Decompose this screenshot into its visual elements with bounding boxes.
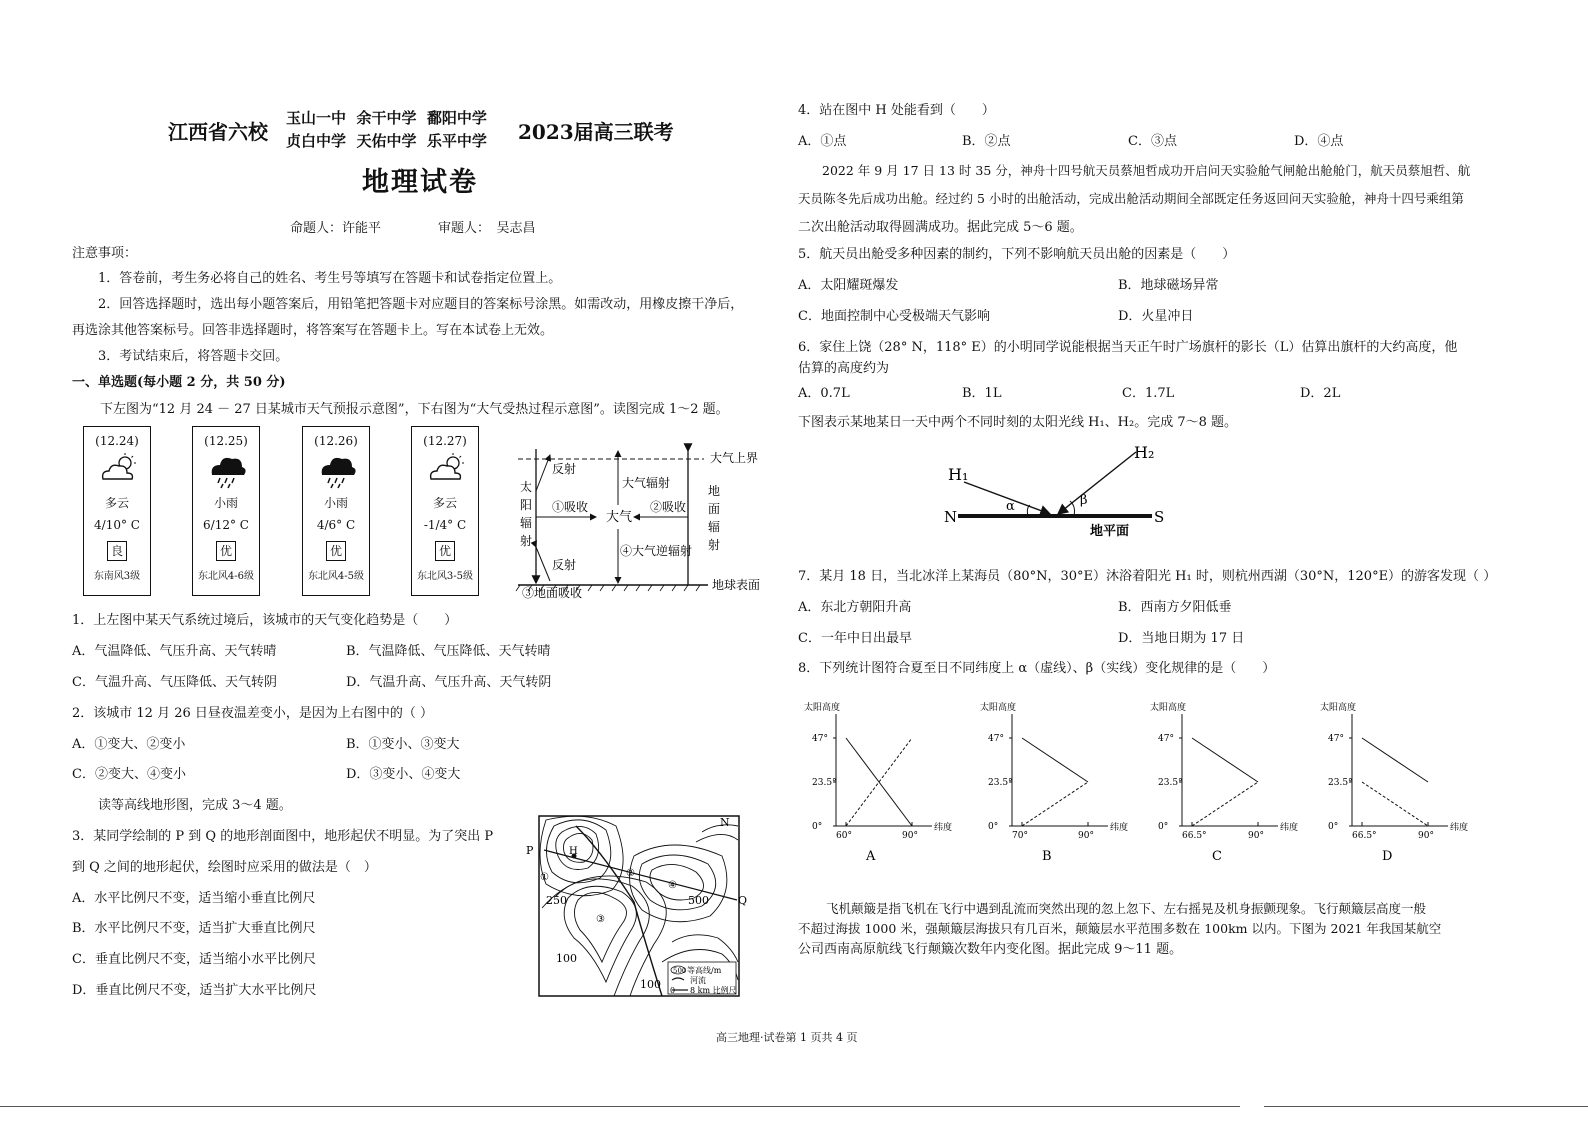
partly-cloudy-icon: [99, 451, 139, 485]
legend-contour: 等高线/m: [687, 966, 722, 975]
series-line-alpha: [1022, 782, 1088, 826]
y-tick-label: 47°: [1328, 734, 1344, 744]
page-footer: 高三地理·试卷第 1 页共 4 页: [716, 1031, 858, 1044]
back-radiation-label: ④大气逆辐射: [620, 544, 693, 558]
contour-map: [522, 812, 748, 998]
q6-option-a[interactable]: A．0.7L: [798, 386, 850, 401]
section-intro: 下左图为“12 月 24 － 27 日某城市天气预报示意图”，下右图为“大气受热过程示意图”。读图完成 1～2 题。: [100, 402, 729, 417]
series-line-alpha: [1362, 782, 1428, 826]
q4-option-b[interactable]: B．②点: [962, 134, 1011, 149]
x-tick-label: 66.5°: [1182, 831, 1207, 841]
forecast-date: (12.24): [95, 434, 139, 448]
forecast-weather: 多云: [104, 496, 129, 510]
y-axis-title: 太阳高度: [804, 703, 841, 713]
passage-5-6-line1: 2022 年 9 月 17 日 13 时 35 分，神舟十四号航天员蔡旭哲成功开启问天实验舱气闸舱出舱舱门，航天员蔡旭哲、航: [822, 163, 1471, 178]
forecast-wind: 东南风3级: [93, 571, 141, 582]
chart-title: A: [866, 849, 876, 864]
reflection-top-label: 反射: [552, 462, 577, 476]
sun-rays-diagram: [940, 438, 1170, 542]
forecast-date: (12.25): [204, 434, 248, 448]
y-tick-label: 0°: [1158, 822, 1169, 832]
y-tick-label: 23.5°: [1328, 778, 1353, 788]
top-boundary-label: 大气上界: [710, 451, 759, 465]
forecast-weather: 小雨: [213, 496, 238, 510]
q6-option-b[interactable]: B．1L: [962, 386, 1002, 401]
legend-river: 河流: [690, 976, 706, 985]
atmo-radiation-label: 大气辐射: [622, 476, 671, 490]
q7-stem: 7．某月 18 日，当北冰洋上某海员（80°N，30°E）沐浴着阳光 H₁ 时，则杭州西湖（30°N，120°E）的游客发现（ ）: [798, 569, 1497, 584]
point-4-label: ④: [668, 880, 677, 891]
q3-stem-b: 到 Q 之间的地形起伏，绘图时应采用的做法是（ ）: [72, 860, 377, 875]
q5-option-b[interactable]: B．地球磁场异常: [1118, 278, 1219, 293]
rain-cloud-icon: [208, 451, 248, 489]
chart-d: [1320, 701, 1468, 864]
q1-option-a[interactable]: A．气温降低、气压升高、天气转晴: [72, 644, 277, 659]
chart-title: C: [1212, 849, 1222, 864]
bottom-rule: [0, 1106, 1240, 1107]
ground-plane-label: 地平面: [1090, 524, 1130, 539]
point-3-label: ③: [596, 914, 605, 925]
q8-charts: [796, 692, 1486, 870]
point-2-label: ②: [626, 868, 635, 879]
passage-9-11-line2: 不超过海拔 1000 米，强颠簸层海拔只有几百米，颠簸层水平范围多数在 100km 以内。下图为 2021 年我国某航空: [798, 921, 1442, 936]
q2-option-a[interactable]: A．①变大、②变小: [72, 737, 186, 752]
legend-contour-num: 500: [673, 967, 687, 975]
q1-stem: 1．上左图中某天气系统过境后，该城市的天气变化趋势是（ ）: [72, 613, 458, 628]
y-tick-label: 23.5°: [812, 778, 837, 788]
q7-option-b[interactable]: B．西南方夕阳低垂: [1118, 600, 1232, 615]
q4-stem: 4．站在图中 H 处能看到（ ）: [798, 103, 995, 118]
legend-scale-zero: 0: [670, 986, 676, 995]
q3-option-c[interactable]: C．垂直比例尺不变，适当缩小水平比例尺: [72, 952, 316, 967]
q7-option-d[interactable]: D．当地日期为 17 日: [1118, 631, 1245, 646]
passage-5-6-line3: 二次出舱活动取得圆满成功。据此完成 5～6 题。: [798, 220, 1083, 235]
notice-item-3: 3．考试结束后，将答题卡交回。: [98, 349, 289, 364]
atmosphere-heating-diagram: [512, 443, 770, 605]
q3-option-a[interactable]: A．水平比例尺不变，适当缩小垂直比例尺: [72, 891, 316, 906]
forecast-temp: -1/4° C: [423, 518, 467, 532]
q5-option-c[interactable]: C．地面控制中心受极端天气影响: [798, 309, 990, 324]
x-tick-label: 60°: [836, 831, 852, 841]
x-tick-label: 90°: [1418, 831, 1434, 841]
absorb2-label: ②吸收: [650, 500, 687, 514]
solar-radiation-char: 射: [520, 534, 533, 548]
header-prefix: 江西省六校: [168, 120, 268, 144]
series-line-alpha: [1192, 782, 1258, 826]
forecast-temp: 4/10° C: [94, 518, 140, 532]
solar-radiation-char: 太: [520, 480, 533, 494]
q3-option-b[interactable]: B．水平比例尺不变，适当扩大垂直比例尺: [72, 921, 316, 936]
q6-stem-a: 6．家住上饶（28° N，118° E）的小明同学说能根据当天正午时广场旗杆的影长（L）估算出旗杆的大约高度，他: [798, 340, 1458, 355]
q6-option-c[interactable]: C．1.7L: [1122, 386, 1175, 401]
y-tick-label: 47°: [988, 734, 1004, 744]
forecast-wind: 东北风4-6级: [197, 571, 255, 582]
q1-option-d[interactable]: D．气温升高、气压升高、天气转阴: [346, 675, 552, 690]
air-quality-badge: 优: [326, 541, 346, 561]
atmosphere-center-label: 大气: [606, 510, 633, 525]
q2-stem: 2．该城市 12 月 26 日昼夜温差变小，是因为上右图中的（ ）: [72, 706, 434, 721]
legend-scale: 8 km 比例尺: [690, 986, 737, 995]
x-axis-title: 纬度: [1450, 823, 1469, 833]
x-axis-title: 纬度: [1110, 823, 1129, 833]
page-title: 地理试卷: [362, 167, 478, 198]
q3-stem-a: 3．某同学绘制的 P 到 Q 的地形剖面图中，地形起伏不明显。为了突出 P: [72, 829, 494, 844]
contour-100-label-2: 100: [640, 978, 661, 991]
ray-h2-label: H₂: [1134, 443, 1155, 462]
reflection-bottom-label: 反射: [552, 558, 577, 572]
forecast-date: (12.26): [314, 434, 358, 448]
ray-h1-label: H₁: [948, 465, 969, 484]
forecast-date: (12.27): [423, 434, 467, 448]
forecast-wind: 东北风4-5级: [307, 571, 365, 582]
bottom-boundary-label: 地球表面: [712, 578, 761, 592]
y-axis-title: 太阳高度: [980, 703, 1017, 713]
notice-item-2b: 再选涂其他答案标号。回答非选择题时，将答案写在答题卡上。写在本试卷上无效。: [72, 323, 554, 338]
x-tick-label: 70°: [1012, 831, 1028, 841]
passage-5-6-line2: 天员陈冬先后成功出舱。经过约 5 小时的出舱活动，完成出舱活动期间全部既定任务返回问天实验舱，神舟十四号乘组第: [798, 191, 1464, 206]
notice-item-2a: 2．回答选择题时，选出每小题答案后，用铅笔把答题卡对应题目的答案标号涂黑。如需改动，用橡皮擦干净后，: [98, 297, 744, 312]
header-schools-row2: 贞白中学 天佑中学 乐平中学: [286, 132, 487, 150]
q3-option-d[interactable]: D．垂直比例尺不变，适当扩大水平比例尺: [72, 983, 317, 998]
rain-cloud-icon: [318, 451, 358, 489]
bottom-rule: [1264, 1106, 1588, 1107]
north-label: N: [720, 816, 730, 829]
x-tick-label: 90°: [1248, 831, 1264, 841]
chart-title: B: [1042, 849, 1052, 864]
q8-stem: 8．下列统计图符合夏至日不同纬度上 α（虚线）、β（实线）变化规律的是（ ）: [798, 661, 1276, 676]
x-axis-title: 纬度: [1280, 823, 1299, 833]
series-line-beta: [1022, 738, 1088, 782]
notice-heading: 注意事项：: [72, 246, 138, 261]
q1-option-b[interactable]: B．气温降低、气压降低、天气转晴: [346, 644, 551, 659]
setter-label: 命题人：许能平: [290, 221, 382, 236]
notice-item-1: 1．答卷前，考生务必将自己的姓名、考生号等填写在答题卡和试卷指定位置上。: [98, 271, 562, 286]
ground-radiation-char: 面: [708, 502, 721, 516]
q5-option-a[interactable]: A．太阳耀斑爆发: [798, 278, 899, 293]
air-quality-badge: 优: [216, 541, 236, 561]
ground-radiation-char: 辐: [708, 520, 721, 534]
q4-option-c[interactable]: C．③点: [1128, 134, 1177, 149]
x-axis-title: 纬度: [934, 823, 953, 833]
header-suffix: 2023届高三联考: [518, 120, 674, 144]
q2-option-b[interactable]: B．①变小、③变大: [346, 737, 460, 752]
y-tick-label: 23.5°: [988, 778, 1013, 788]
forecast-temp: 6/12° C: [203, 518, 249, 532]
q4-option-a[interactable]: A．①点: [798, 134, 847, 149]
absorb1-label: ①吸收: [552, 500, 589, 514]
q5-option-d[interactable]: D．火星冲日: [1118, 309, 1194, 324]
contour-250-label: 250: [546, 894, 567, 907]
sun-intro: 下图表示某地某日一天中两个不同时刻的太阳光线 H₁、H₂。完成 7～8 题。: [798, 415, 1238, 430]
q5-stem: 5．航天员出舱受多种因素的制约，下列不影响航天员出舱的因素是（ ）: [798, 247, 1236, 262]
reviewer-label: 审题人： 吴志昌: [438, 221, 536, 236]
y-tick-label: 47°: [1158, 734, 1174, 744]
forecast-temp: 4/6° C: [316, 518, 356, 532]
series-line-beta: [1192, 738, 1258, 782]
header-schools-row1: 玉山一中 余干中学 鄱阳中学: [286, 109, 487, 127]
north-n-label: N: [944, 508, 958, 526]
chart-b: [980, 701, 1128, 864]
contour-100-label: 100: [556, 952, 577, 965]
south-s-label: S: [1154, 508, 1165, 526]
x-tick-label: 66.5°: [1352, 831, 1377, 841]
q2-option-c[interactable]: C．②变大、④变小: [72, 767, 186, 782]
ground-radiation-char: 地: [708, 484, 721, 498]
series-line-beta: [1362, 738, 1428, 782]
q7-option-c[interactable]: C．一年中日出最早: [798, 631, 912, 646]
chart-c: [1150, 701, 1298, 864]
contour-500-label: 500: [688, 894, 709, 907]
chart-a: [804, 701, 952, 864]
chart-title: D: [1382, 849, 1393, 864]
ground-radiation-char: 射: [708, 538, 721, 552]
forecast-wind: 东北风3-5级: [416, 571, 474, 582]
q2-option-d[interactable]: D．③变小、④变大: [346, 767, 461, 782]
forecast-card: [192, 426, 260, 596]
forecast-card: [411, 426, 479, 596]
forecast-weather: 多云: [432, 496, 457, 510]
point-h-label: H: [569, 846, 578, 857]
passage-9-11-line1: 飞机颠簸是指飞机在飞行中遇到乱流而突然出现的忽上忽下、左右摇晃及机身振颤现象。飞行颠簸层高度一般: [826, 901, 1427, 916]
air-quality-badge: 优: [435, 541, 455, 561]
angle-beta-label: β: [1080, 493, 1088, 508]
y-axis-title: 太阳高度: [1150, 703, 1187, 713]
y-tick-label: 0°: [1328, 822, 1339, 832]
y-tick-label: 23.5°: [1158, 778, 1183, 788]
point-q-label: Q: [738, 894, 748, 907]
forecast-card: [302, 426, 370, 596]
angle-alpha-label: α: [1006, 499, 1015, 514]
point-1-label: ①: [540, 872, 549, 883]
q7-option-a[interactable]: A．东北方朝阳升高: [798, 600, 912, 615]
x-tick-label: 90°: [1078, 831, 1094, 841]
ground-absorb-label: ③地面吸收: [522, 586, 583, 600]
forecast-card: [83, 426, 151, 596]
y-tick-label: 0°: [988, 822, 999, 832]
q4-option-d[interactable]: D．④点: [1294, 134, 1344, 149]
passage-9-11-line3: 公司西南高原航线飞行颠簸次数年内变化图。据此完成 9～11 题。: [798, 942, 1183, 957]
solar-radiation-char: 阳: [520, 498, 533, 512]
y-tick-label: 47°: [812, 734, 828, 744]
air-quality-badge: 良: [107, 541, 127, 561]
partly-cloudy-icon: [427, 451, 467, 485]
solar-radiation-char: 辐: [520, 516, 533, 530]
point-p-label: P: [526, 844, 534, 857]
q6-option-d[interactable]: D．2L: [1300, 386, 1341, 401]
q6-stem-b: 估算的高度约为: [798, 361, 890, 376]
contour-intro: 读等高线地形图，完成 3～4 题。: [98, 798, 292, 813]
y-tick-label: 0°: [812, 822, 823, 832]
y-axis-title: 太阳高度: [1320, 703, 1357, 713]
section-heading: 一、单选题(每小题 2 分，共 50 分): [72, 375, 286, 390]
forecast-weather: 小雨: [323, 496, 348, 510]
q1-option-c[interactable]: C．气温升高、气压降低、天气转阴: [72, 675, 277, 690]
x-tick-label: 90°: [902, 831, 918, 841]
